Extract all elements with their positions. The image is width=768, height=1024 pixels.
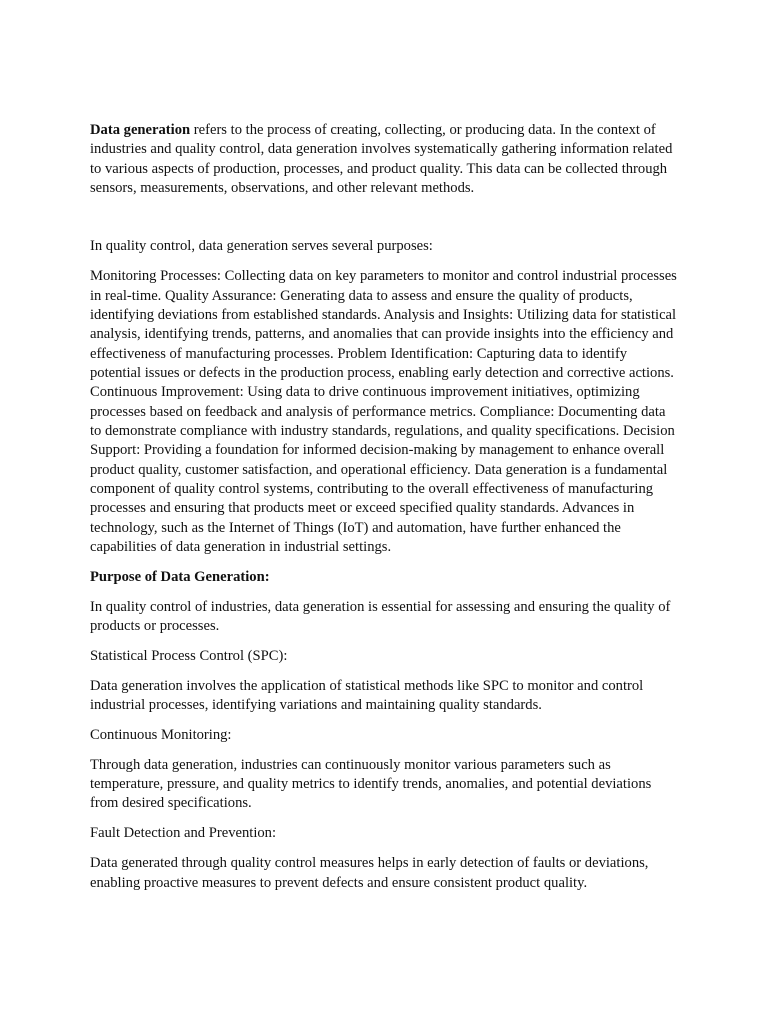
monitoring-paragraph: Through data generation, industries can continuously monitor various parameters such as temperature, pressure, and quality metrics to identify trends, anomalies, and potential deviations from desired specifications. bbox=[90, 756, 652, 812]
document-page bbox=[90, 121, 678, 903]
fault-paragraph: Data generated through quality control measures helps in early detection of faults or deviations, enabling proactive measures to prevent defects and ensure consistent product quality. bbox=[90, 855, 649, 891]
fault-heading: Fault Detection and Prevention: bbox=[90, 825, 277, 842]
purposes-intro: In quality control, data generation serves several purposes: bbox=[90, 238, 433, 255]
purposes-paragraph: Monitoring Processes: Collecting data on key parameters to monitor and control industrial processes in real-time. Quality Assurance: Generating data to assess and ensure the quality of products, identifying deviations from established standards. Analysis and Insights: Utilizing data for statistical analysis, identifying trends, patterns, and anomalies that can provide insights into the efficiency and effectiveness of manufacturing processes. Problem Identification: Capturing data to identify potential issues or defects in the production process, enabling early detection and corrective actions. Continuous Improvement: Using data to drive continuous improvement initiatives, optimizing processes based on feedback and analysis of performance metrics. Compliance: Documenting data to demonstrate compliance with industry standards, regulations, and quality specifications. Decision Support: Providing a foundation for informed decision-making by management to enhance overall product quality, customer satisfaction, and operational efficiency. Data generation is a fundamental component of quality control systems, contributing to the overall effectiveness of manufacturing processes and ensuring that products meet or exceed specified quality standards. Advances in technology, such as the Internet of Things (IoT) and automation, have further enhanced the capabilities of data generation in industrial settings. bbox=[90, 268, 677, 556]
monitoring-heading: Continuous Monitoring: bbox=[90, 726, 232, 743]
purpose-paragraph: In quality control of industries, data generation is essential for assessing and ensuring the quality of products or processes. bbox=[90, 598, 671, 635]
intro-text: refers to the process of creating, collecting, or producing data. In the context of industries and quality control, data generation involves systematically gathering information related to various aspects of production, processes, and product quality. This data can be collected through sensors, measurements, observations, and other relevant methods. bbox=[90, 122, 673, 197]
intro-paragraph bbox=[90, 121, 678, 198]
spc-heading: Statistical Process Control (SPC): bbox=[90, 647, 288, 664]
spc-paragraph: Data generation involves the application of statistical methods like SPC to monitor and control industrial processes, identifying variations and maintaining quality standards. bbox=[90, 677, 644, 714]
purpose-heading: Purpose of Data Generation: bbox=[90, 568, 270, 585]
intro-term: Data generation bbox=[90, 122, 191, 138]
